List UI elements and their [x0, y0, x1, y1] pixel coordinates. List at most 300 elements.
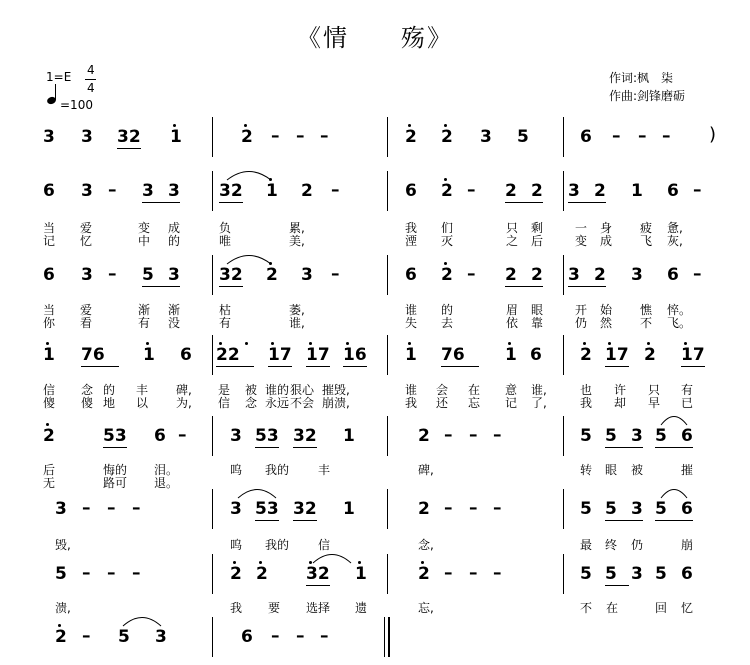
- lyric-syllable: 谁的: [265, 383, 290, 397]
- barline: [387, 416, 388, 456]
- note: 2: [418, 499, 430, 519]
- lyric-syllable: 飞。: [667, 316, 692, 330]
- beam-underline: [605, 585, 629, 586]
- octave-dot: [421, 561, 424, 564]
- lyric-syllable: 信: [218, 396, 231, 410]
- beam-underline: [255, 447, 279, 448]
- slur-arc: [312, 550, 352, 564]
- final-barline-thin: [384, 617, 385, 657]
- octave-dot: [309, 342, 312, 345]
- octave-dot: [259, 561, 262, 564]
- octave-dot: [608, 342, 611, 345]
- lyric-syllable: 丰: [136, 383, 149, 397]
- lyric-syllable: 们: [441, 221, 454, 235]
- lyric-syllable: 眼: [531, 303, 544, 317]
- lyric-syllable: 念: [81, 383, 94, 397]
- barline: [387, 255, 388, 295]
- beam-underline: [568, 286, 606, 287]
- note: 32: [306, 564, 330, 584]
- note: 5: [655, 426, 667, 446]
- note: 5: [580, 426, 592, 446]
- note: 5: [655, 499, 667, 519]
- lyric-syllable: 的: [441, 303, 454, 317]
- slur-arc: [122, 613, 162, 627]
- beam-underline: [255, 520, 279, 521]
- note: 3: [631, 564, 643, 584]
- hold-dash: –: [493, 425, 502, 445]
- barline: [387, 554, 388, 594]
- note: 3: [81, 181, 93, 201]
- lyric-syllable: 爱: [80, 303, 93, 317]
- lyric-syllable: 记: [43, 234, 56, 248]
- lyric-syllable: 呜: [230, 463, 243, 477]
- note: 1: [343, 499, 355, 519]
- lyric-syllable: 眼: [605, 463, 618, 477]
- lyric-syllable: 终: [605, 538, 618, 552]
- lyric-syllable: 成: [168, 221, 181, 235]
- lyric-syllable: 忆: [681, 601, 694, 615]
- note: 3: [230, 426, 242, 446]
- lyric-syllable: 的: [168, 234, 181, 248]
- note: 2: [531, 181, 543, 201]
- song-title: 《情 殇》: [297, 24, 453, 52]
- beam-underline: [505, 202, 543, 203]
- lyric-syllable: 碑,: [418, 463, 434, 477]
- beam-underline: [219, 286, 243, 287]
- hold-dash: –: [469, 563, 478, 583]
- lyric-syllable: 枯: [219, 303, 232, 317]
- beam-underline: [268, 366, 292, 367]
- hold-dash: –: [612, 126, 621, 146]
- lyric-syllable: 有: [138, 316, 151, 330]
- barline: [563, 335, 564, 375]
- note: 5: [118, 627, 130, 647]
- barline: [212, 171, 213, 211]
- lyric-syllable: 选择: [306, 601, 331, 615]
- note: 6: [405, 181, 417, 201]
- octave-dot: [444, 178, 447, 181]
- note: 76: [81, 345, 105, 365]
- beam-underline: [81, 366, 119, 367]
- note: 3: [301, 265, 313, 285]
- lyric-syllable: 有: [681, 383, 694, 397]
- lyric-syllable: 以: [136, 396, 149, 410]
- note: 1: [43, 345, 55, 365]
- note: 6: [667, 265, 679, 285]
- note: 3: [168, 181, 180, 201]
- hold-dash: –: [271, 126, 280, 146]
- lyric-syllable: 悴。: [667, 303, 692, 317]
- octave-dot: [508, 342, 511, 345]
- lyric-syllable: 崩溃,: [322, 396, 350, 410]
- lyric-syllable: 摧: [681, 463, 694, 477]
- note: 3: [168, 265, 180, 285]
- note: 6: [681, 426, 693, 446]
- lyric-syllable: 然: [600, 316, 613, 330]
- note: 2: [241, 127, 253, 147]
- hold-dash: –: [444, 498, 453, 518]
- barline: [563, 554, 564, 594]
- note: 5: [580, 564, 592, 584]
- note: 2: [55, 627, 67, 647]
- beam-underline: [142, 202, 180, 203]
- barline: [563, 489, 564, 529]
- note: 5: [605, 499, 617, 519]
- beam-underline: [216, 366, 254, 367]
- lyric-syllable: 爱: [80, 221, 93, 235]
- lyric-syllable: 飞: [640, 234, 653, 248]
- beam-underline: [605, 366, 629, 367]
- slur-arc: [237, 485, 277, 499]
- lyric-syllable: 溃,: [55, 601, 71, 615]
- note: 6: [681, 499, 693, 519]
- octave-dot: [46, 423, 49, 426]
- lyric-syllable: 在: [468, 383, 481, 397]
- note: 5: [55, 564, 67, 584]
- hold-dash: –: [693, 264, 702, 284]
- lyric-syllable: 谁,: [531, 383, 547, 397]
- barline: [563, 416, 564, 456]
- octave-dot: [233, 561, 236, 564]
- lyric-syllable: 转: [580, 463, 593, 477]
- note: 5: [605, 564, 617, 584]
- lyric-syllable: 谁: [405, 303, 418, 317]
- beam-underline: [605, 520, 643, 521]
- note: 17: [268, 345, 292, 365]
- barline: [563, 255, 564, 295]
- note: 1: [355, 564, 367, 584]
- note: 5: [580, 499, 592, 519]
- hold-dash: –: [320, 626, 329, 646]
- hold-dash: –: [107, 563, 116, 583]
- note: 5: [142, 265, 154, 285]
- lyric-syllable: 仍: [575, 316, 588, 330]
- note: 3: [480, 127, 492, 147]
- octave-dot: [408, 124, 411, 127]
- note: 32: [293, 499, 317, 519]
- hold-dash: –: [469, 498, 478, 518]
- lyric-syllable: 不会: [290, 396, 315, 410]
- barline: [212, 255, 213, 295]
- lyric-syllable: 我: [405, 221, 418, 235]
- lyric-syllable: 傻: [81, 396, 94, 410]
- note: 16: [343, 345, 367, 365]
- lyric-syllable: 崩: [681, 538, 694, 552]
- lyric-syllable: 成: [600, 234, 613, 248]
- hold-dash: –: [331, 180, 340, 200]
- lyric-syllable: 泪。: [154, 463, 179, 477]
- time-signature-denominator: 4: [87, 81, 95, 95]
- lyric-syllable: 无: [43, 476, 56, 490]
- lyric-syllable: 却: [614, 396, 627, 410]
- slur-arc: [226, 251, 272, 265]
- lyric-syllable: 失: [405, 316, 418, 330]
- note: 76: [441, 345, 465, 365]
- lyric-syllable: 忘,: [418, 601, 434, 615]
- note: 2: [266, 265, 278, 285]
- octave-dot: [271, 342, 274, 345]
- lyric-syllable: 灰,: [667, 234, 683, 248]
- lyric-syllable: 灭: [441, 234, 454, 248]
- beam-underline: [343, 366, 367, 367]
- note: 1: [266, 181, 278, 201]
- lyric-syllable: 有: [219, 316, 232, 330]
- note: 6: [241, 627, 253, 647]
- note: 17: [605, 345, 629, 365]
- note: 2: [418, 426, 430, 446]
- hold-dash: –: [108, 180, 117, 200]
- lyric-syllable: 最: [580, 538, 593, 552]
- lyric-syllable: 疲: [640, 221, 653, 235]
- lyric-syllable: 记: [505, 396, 518, 410]
- lyric-syllable: 一: [575, 221, 588, 235]
- lyric-syllable: 回: [655, 601, 668, 615]
- lyric-syllable: 碑,: [176, 383, 192, 397]
- barline: [212, 489, 213, 529]
- lyric-syllable: 要: [268, 601, 281, 615]
- note: 2: [405, 127, 417, 147]
- lyric-syllable: 念: [245, 396, 258, 410]
- lyric-syllable: 憔: [640, 303, 653, 317]
- hold-dash: –: [82, 563, 91, 583]
- lyric-syllable: 会: [436, 383, 449, 397]
- lyric-syllable: 忆: [80, 234, 93, 248]
- note: 32: [219, 181, 243, 201]
- lyric-syllable: 被: [245, 383, 258, 397]
- lyric-syllable: 信: [318, 538, 331, 552]
- note: 1: [143, 345, 155, 365]
- time-signature-numerator: 4: [87, 63, 95, 77]
- lyric-syllable: 仍: [631, 538, 644, 552]
- note: 1: [631, 181, 643, 201]
- note: 2: [43, 426, 55, 446]
- note: 2: [594, 265, 606, 285]
- lyric-syllable: 变: [575, 234, 588, 248]
- note: 2: [505, 265, 517, 285]
- barline: [387, 335, 388, 375]
- lyric-syllable: 湮: [405, 234, 418, 248]
- lyric-syllable: 毁,: [55, 538, 71, 552]
- barline: [387, 489, 388, 529]
- beam-underline: [306, 585, 330, 586]
- hold-dash: –: [320, 126, 329, 146]
- beam-underline: [441, 366, 479, 367]
- hold-dash: –: [467, 264, 476, 284]
- lyric-syllable: 负: [219, 221, 232, 235]
- note: 2: [441, 181, 453, 201]
- lyric-syllable: 唯: [219, 234, 232, 248]
- note: 3: [631, 265, 643, 285]
- note: 53: [103, 426, 127, 446]
- lyric-syllable: 早: [648, 396, 661, 410]
- octave-dot: [358, 561, 361, 564]
- hold-dash: –: [638, 126, 647, 146]
- note: 6: [681, 564, 693, 584]
- hold-dash: –: [271, 626, 280, 646]
- lyric-syllable: 萎,: [289, 303, 305, 317]
- beam-underline: [681, 366, 705, 367]
- octave-dot: [46, 342, 49, 345]
- hold-dash: –: [693, 180, 702, 200]
- quarter-note-stem: [55, 84, 56, 100]
- lyricist-credit: 作词:枫 柒: [609, 71, 674, 85]
- lyric-syllable: 开: [575, 303, 588, 317]
- octave-dot: [408, 342, 411, 345]
- note: 6: [530, 345, 542, 365]
- lyric-syllable: 变: [138, 221, 151, 235]
- hold-dash: –: [493, 563, 502, 583]
- beam-underline: [117, 148, 141, 149]
- hold-dash: –: [108, 264, 117, 284]
- note: 5: [517, 127, 529, 147]
- note: 32: [219, 265, 243, 285]
- lyric-syllable: 为,: [176, 396, 192, 410]
- note: 2: [594, 181, 606, 201]
- lyric-syllable: 呜: [230, 538, 243, 552]
- octave-dot: [173, 124, 176, 127]
- lyric-syllable: 你: [43, 316, 56, 330]
- note: 3: [631, 499, 643, 519]
- note: 32: [117, 127, 141, 147]
- lyric-syllable: 看: [80, 316, 93, 330]
- note: 6: [580, 127, 592, 147]
- note: 1: [343, 426, 355, 446]
- lyric-syllable: 靠: [531, 316, 544, 330]
- lyric-syllable: 之: [506, 234, 519, 248]
- lyric-syllable: 我: [230, 601, 243, 615]
- hold-dash: –: [444, 425, 453, 445]
- note: 5: [605, 426, 617, 446]
- note: 53: [255, 426, 279, 446]
- note: 6: [180, 345, 192, 365]
- beam-underline: [655, 447, 693, 448]
- barline: [387, 171, 388, 211]
- lyric-syllable: 去: [441, 316, 454, 330]
- lyric-syllable: 只: [506, 221, 519, 235]
- lyric-syllable: 后: [531, 234, 544, 248]
- lyric-syllable: 不: [640, 316, 653, 330]
- beam-underline: [605, 447, 643, 448]
- lyric-syllable: 谁: [405, 383, 418, 397]
- hold-dash: –: [132, 563, 141, 583]
- hold-dash: –: [469, 425, 478, 445]
- lyric-syllable: 累,: [289, 221, 305, 235]
- beam-underline: [306, 366, 330, 367]
- lyric-syllable: 剩: [531, 221, 544, 235]
- note: 2: [531, 265, 543, 285]
- final-barline-thick: [388, 617, 390, 657]
- lyric-syllable: 谁,: [289, 316, 305, 330]
- lyric-syllable: 没: [168, 316, 181, 330]
- octave-dot: [583, 342, 586, 345]
- lyric-syllable: 还: [436, 396, 449, 410]
- octave-dot: [146, 342, 149, 345]
- note: 3: [81, 127, 93, 147]
- note: 2: [441, 127, 453, 147]
- barline: [212, 335, 213, 375]
- hold-dash: –: [82, 498, 91, 518]
- lyric-syllable: 摧毁,: [322, 383, 350, 397]
- note: 3: [155, 627, 167, 647]
- lyric-syllable: 的: [103, 383, 116, 397]
- note: 6: [667, 181, 679, 201]
- lyric-syllable: 忘: [468, 396, 481, 410]
- lyric-syllable: 悔的: [103, 463, 128, 477]
- beam-underline: [103, 447, 127, 448]
- octave-dot: [219, 342, 222, 345]
- note: 6: [405, 265, 417, 285]
- lyric-syllable: 狠心: [290, 383, 315, 397]
- octave-dot: [346, 342, 349, 345]
- lyric-syllable: 在: [606, 601, 619, 615]
- beam-underline: [293, 520, 317, 521]
- lyric-syllable: 美,: [289, 234, 305, 248]
- lyric-syllable: 身: [600, 221, 613, 235]
- octave-dot: [444, 124, 447, 127]
- hold-dash: –: [467, 180, 476, 200]
- note: 3: [81, 265, 93, 285]
- lyric-syllable: 已: [681, 396, 694, 410]
- hold-dash: –: [662, 126, 671, 146]
- slur-arc: [660, 485, 688, 499]
- lyric-syllable: 不: [580, 601, 593, 615]
- lyric-syllable: 当: [43, 221, 56, 235]
- hold-dash: –: [296, 126, 305, 146]
- hold-dash: –: [296, 626, 305, 646]
- hold-dash: –: [178, 425, 187, 445]
- note: 3: [631, 426, 643, 446]
- hold-dash: –: [132, 498, 141, 518]
- lyric-syllable: 始: [600, 303, 613, 317]
- slur-arc: [660, 412, 688, 426]
- note: 3: [568, 265, 580, 285]
- note: 17: [681, 345, 705, 365]
- lyric-syllable: 依: [506, 316, 519, 330]
- lyric-syllable: 也: [580, 383, 593, 397]
- lyric-syllable: 当: [43, 303, 56, 317]
- octave-dot: [245, 342, 248, 345]
- note: 2: [256, 564, 268, 584]
- octave-dot: [269, 262, 272, 265]
- note: 3: [55, 499, 67, 519]
- barline: [387, 117, 388, 157]
- key-signature: 1=E: [46, 70, 72, 84]
- lyric-syllable: 被: [631, 463, 644, 477]
- lyric-syllable: 是: [218, 383, 231, 397]
- note: 2: [580, 345, 592, 365]
- note: 2: [644, 345, 656, 365]
- note: 3: [43, 127, 55, 147]
- hold-dash: –: [493, 498, 502, 518]
- note: 5: [655, 564, 667, 584]
- lyric-syllable: 我的: [265, 538, 290, 552]
- note: 1: [405, 345, 417, 365]
- lyric-syllable: 丰: [318, 463, 331, 477]
- beam-underline: [293, 447, 317, 448]
- octave-dot: [58, 624, 61, 627]
- octave-dot: [647, 342, 650, 345]
- lyric-syllable: 路可: [103, 476, 128, 490]
- lyric-syllable: 我: [580, 396, 593, 410]
- note: 3: [142, 181, 154, 201]
- note: 53: [255, 499, 279, 519]
- beam-underline: [142, 286, 180, 287]
- note: 6: [43, 181, 55, 201]
- lyric-syllable: 地: [103, 396, 116, 410]
- lyric-syllable: 中: [138, 234, 151, 248]
- octave-dot: [444, 262, 447, 265]
- tempo-marking: =100: [60, 98, 93, 112]
